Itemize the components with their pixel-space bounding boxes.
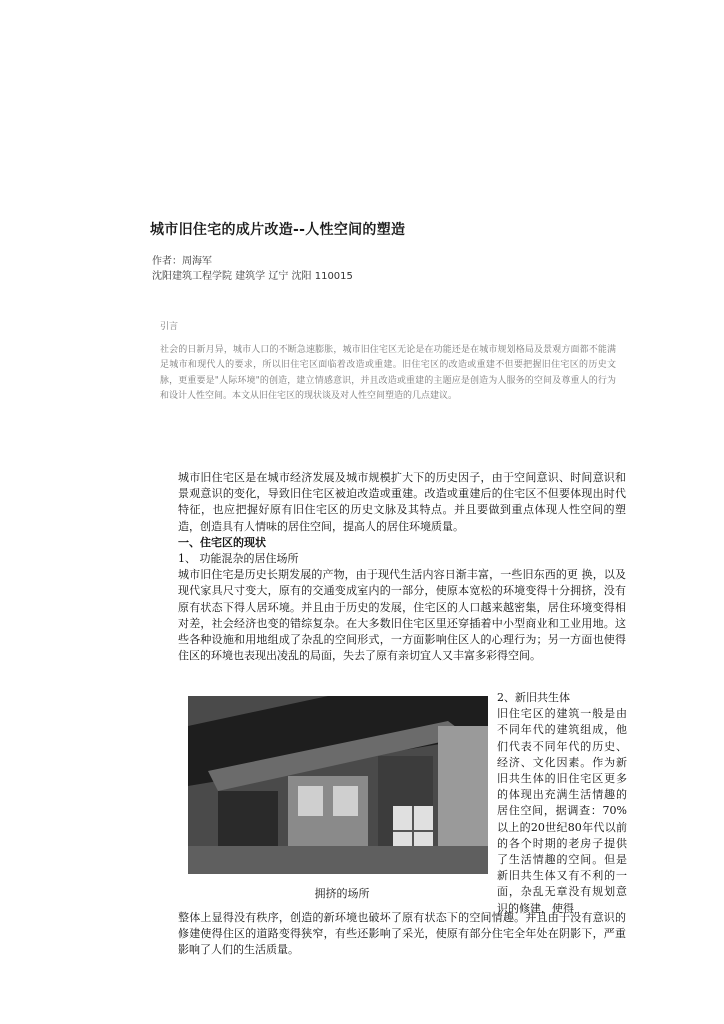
abstract-text: 社会的日新月异，城市人口的不断急速膨胀，城市旧住宅区无论是在功能还是在城市规划格局及景观方面都不能满足城市和现代人的要求，所以旧住宅区面临着改造或重建。旧住宅区的改造或重建不但要把握旧住宅区的历史文脉，更重要是"人际环境"的创造，建立情感意识，并且改造或重建的主题应是创造为人服务的空间及尊重人的行为和设计人性空间。本文从旧住宅区的现状谈及对人性空间塑造的几点建议。 xyxy=(160,344,616,401)
subsection-heading: 1、 功能混杂的居住场所 xyxy=(178,552,299,566)
abstract-block xyxy=(160,320,616,405)
figure-caption: 拥挤的场所 xyxy=(314,887,370,900)
author-block xyxy=(152,254,353,284)
crowded-courtyard-photo xyxy=(188,696,488,874)
subsection-2-paragraph: 旧住宅区的建筑一般是由不同年代的建筑组成，他们代表不同年代的历史、经济、文化因素。作为新旧共生体的旧住宅区更多的体现出充满生活情趣的居住空间，据调查：70%以上的20世纪80年代以前的各个时期的老房子提供了生活情趣的空间。但是新旧共生体又有不利的一面，杂乱无章没有规划意识的修建，使得 xyxy=(497,707,627,915)
intro-paragraph: 城市旧住宅区是在城市经济发展及城市规模扩大下的历史因子，由于空间意识、时间意识和景观意识的变化，导致旧住宅区被迫改造或重建。改造或重建后的住宅区不但要体现出时代特征，也应把握好原有旧住宅区的历史文脉及其特点。并且要做到重点体现人性空间的塑造，创造具有人情味的居住空间，提高人的居住环境质量。 xyxy=(178,471,626,533)
abstract-heading: 引言 xyxy=(160,322,179,332)
section-heading: 一、住宅区的现状 xyxy=(178,535,266,549)
side-column xyxy=(497,690,627,917)
continued-paragraph: 整体上显得没有秩序，创造的新环境也破坏了原有状态下的空间情趣。并且由于没有意识的修建使得住区的道路变得狭窄，有些还影响了采光，使原有部分住宅全年处在阴影下，严重影响了人们的生活质量。 xyxy=(178,911,626,957)
subsection-paragraph: 城市旧住宅是历史长期发展的产物，由于现代生活内容日渐丰富，一些旧东西的更 换，以及现代家具尺寸变大，原有的交通变成室内的一部分，使原本宽松的环境变得十分拥挤，没有原有状态下得人居环境。并且由于历史的发展，住宅区的人口越来越密集，居住环境变得相对差，社会经济也变的错综复杂。在大多数旧住宅区里还穿插着中小型商业和工业用地。这些各种设施和用地组成了杂乱的空间形式，一方面影响住区人的心理行为；另一方面也使得住区的环境也表现出凌乱的局面，失去了原有亲切宜人又丰富多彩得空间。 xyxy=(178,568,626,663)
subsection-2-heading: 2、新旧共生体 xyxy=(497,691,570,704)
article-title: 城市旧住宅的成片改造--人性空间的塑造 xyxy=(150,222,406,238)
affiliation-line: 沈阳建筑工程学院 建筑学 辽宁 沈阳 110015 xyxy=(152,271,353,282)
photo-illustration xyxy=(188,696,488,874)
author-line: 作者：周海军 xyxy=(152,256,212,267)
main-body xyxy=(178,470,626,664)
